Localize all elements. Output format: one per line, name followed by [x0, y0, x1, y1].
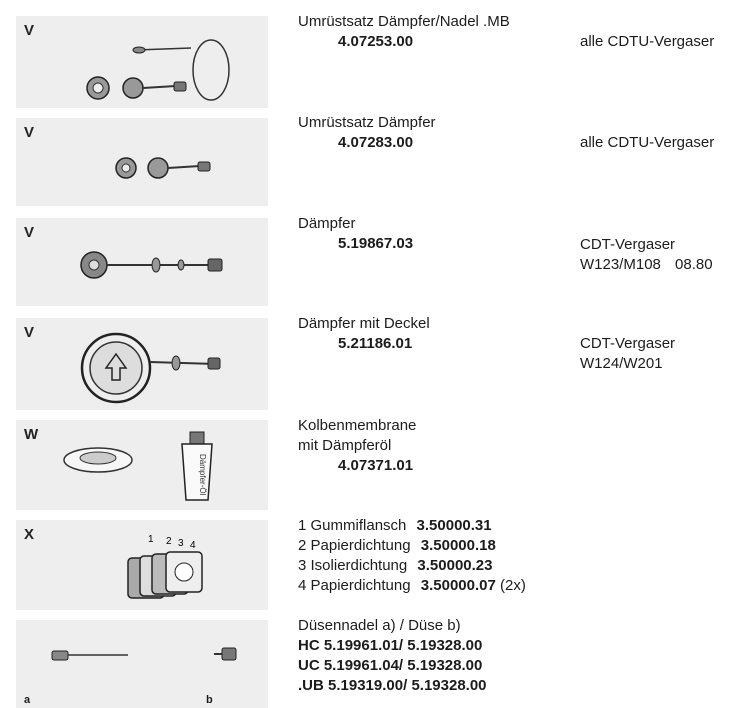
list-item	[298, 556, 526, 576]
item-image-panel	[16, 16, 268, 108]
damper-illustration	[16, 218, 268, 306]
item-note-date: 08.80	[675, 256, 713, 273]
gasket-set-illustration	[16, 520, 268, 610]
item-part-number: 4.07253.00	[338, 33, 414, 50]
item-description	[298, 416, 416, 476]
callout-1: 1	[148, 534, 154, 545]
item-note-line	[580, 255, 713, 275]
item-note-line: alle CDTU-Vergaser	[580, 134, 715, 151]
part-number: 3.50000.31	[416, 517, 492, 534]
needle-jet-list	[298, 616, 487, 696]
item-part-number: 4.07283.00	[338, 134, 414, 151]
item-title: Umrüstsatz Dämpfer	[298, 114, 436, 131]
part-index: 4	[298, 577, 307, 594]
item-part-number: 5.21186.01	[338, 335, 413, 352]
item-image-panel	[16, 620, 268, 708]
item-image-panel	[16, 318, 268, 410]
list-item	[298, 516, 526, 536]
part-index: 2	[298, 537, 307, 554]
item-letter: V	[24, 22, 35, 39]
jet-label: b	[206, 694, 213, 706]
item-note-line: W124/W201	[580, 355, 663, 372]
callout-2: 2	[166, 536, 172, 547]
needle-label: a	[24, 694, 31, 706]
item-title: Umrüstsatz Dämpfer/Nadel .MB	[298, 13, 510, 30]
item-letter: W	[24, 426, 39, 443]
item-image-panel	[16, 420, 268, 510]
item-letter: V	[24, 124, 35, 141]
carb-code: UC	[298, 657, 320, 674]
item-note	[580, 32, 714, 52]
part-name: Isolierdichtung	[310, 557, 408, 574]
callout-3: 3	[178, 538, 184, 549]
carb-code: HC	[298, 637, 320, 654]
jet-part: 5.19328.00	[407, 637, 483, 654]
part-index: 3	[298, 557, 307, 574]
jet-part: 5.19328.00	[407, 657, 483, 674]
list-item	[298, 656, 487, 676]
section-title: Düsennadel a) / Düse b)	[298, 617, 461, 634]
item-letter: V	[24, 224, 35, 241]
part-index: 1	[298, 517, 307, 534]
list-item	[298, 636, 487, 656]
needle-and-jet-illustration	[16, 620, 268, 708]
item-part-number: 4.07371.01	[338, 457, 414, 474]
part-name: Papierdichtung	[310, 577, 411, 594]
item-note-line: CDT-Vergaser	[580, 335, 676, 352]
list-item	[298, 536, 526, 556]
item-note	[580, 133, 714, 153]
list-item	[298, 676, 487, 696]
item-note-line: CDT-Vergaser	[580, 236, 676, 253]
item-description	[298, 314, 430, 354]
part-number: 3.50000.23	[417, 557, 493, 574]
item-letter: V	[24, 324, 35, 341]
item-image-panel	[16, 118, 268, 206]
needle-part: 5.19961.01/	[323, 637, 404, 654]
needle-part: 5.19961.04/	[323, 657, 404, 674]
item-title: Kolbenmembrane	[298, 417, 417, 434]
item-description	[298, 113, 436, 153]
gasket-parts-list	[298, 516, 526, 596]
item-image-panel	[16, 218, 268, 306]
part-name: Gummiflansch	[310, 517, 407, 534]
damper-needle-kit-illustration	[16, 16, 268, 108]
part-quantity: (2x)	[500, 577, 526, 594]
needle-part: 5.19319.00/	[328, 677, 408, 694]
item-description	[298, 214, 413, 254]
callout-4: 4	[190, 540, 196, 551]
item-title-line2: mit Dämpferöl	[298, 437, 392, 454]
item-note	[580, 334, 675, 374]
item-title: Dämpfer	[298, 215, 356, 232]
item-description	[298, 12, 510, 52]
jet-part: 5.19328.00	[411, 677, 487, 694]
item-note-model: W123/M108	[580, 256, 661, 273]
item-title: Dämpfer mit Deckel	[298, 315, 430, 332]
damper-with-cover-illustration	[16, 318, 268, 410]
item-note-line: alle CDTU-Vergaser	[580, 33, 715, 50]
item-part-number: 5.19867.03	[338, 235, 414, 252]
item-image-panel	[16, 520, 268, 610]
carb-code: .UB	[298, 677, 324, 694]
item-letter: X	[24, 526, 35, 543]
piston-membrane-oil-illustration	[16, 420, 268, 510]
list-item	[298, 576, 526, 596]
part-name: Papierdichtung	[310, 537, 411, 554]
item-note	[580, 235, 713, 275]
damper-kit-illustration	[16, 118, 268, 206]
part-number: 3.50000.07	[420, 577, 496, 594]
oil-tube-label: Dämpfer-Öl	[198, 454, 207, 496]
part-number: 3.50000.18	[420, 537, 496, 554]
